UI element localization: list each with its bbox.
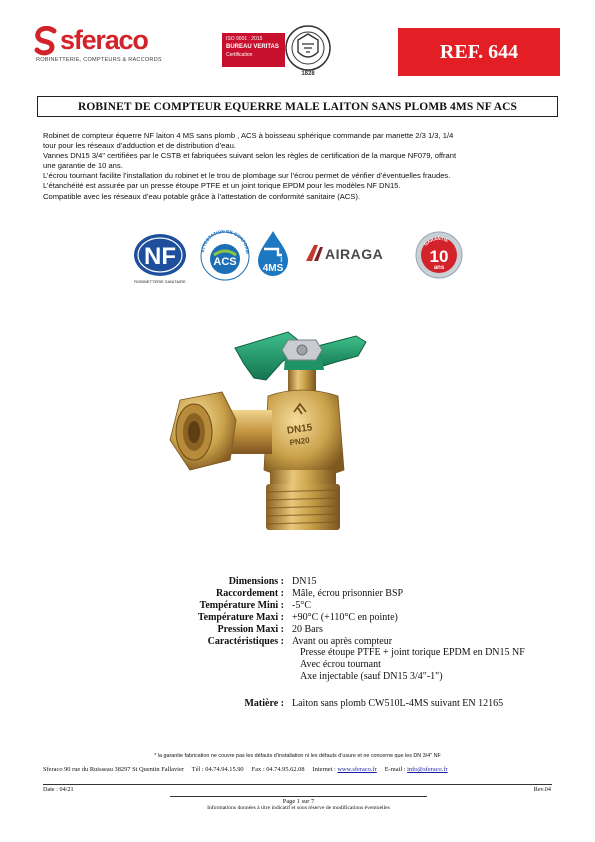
spec-label: Température Mini : — [199, 599, 284, 611]
spec-value: -5°C — [292, 599, 311, 611]
footer-divider — [43, 784, 552, 785]
description-line: L’écrou tournant facilite l’installation du robinet et le trou de plombage sur l’écrou permet de vérifier d’éventuelles fraudes. — [43, 171, 451, 181]
description-line: L’étanchéité est assurée par un presse étoupe PTFE et un joint torique EPDM pour les modèles NF DN15. — [43, 181, 401, 191]
document-date: Date : 04/21 — [43, 786, 74, 793]
spec-label: Caractéristiques : — [207, 635, 284, 647]
page-number: Page 1 sur 7 — [282, 798, 315, 805]
guarantee-ring-text: GARANTIE — [423, 235, 450, 247]
iso-certification-label: Certification — [226, 52, 253, 58]
reference-box — [398, 28, 560, 76]
page-footer — [170, 796, 427, 814]
airaga-logo-icon — [304, 241, 398, 265]
specifications — [120, 576, 580, 710]
certification-logos — [126, 225, 466, 287]
internet-label: Internet : — [312, 766, 336, 773]
spec-label: Pression Maxi : — [217, 623, 284, 635]
spec-value: 20 Bars — [292, 623, 323, 635]
bureau-veritas-seal-icon — [284, 22, 332, 78]
ten-year-guarantee-icon — [414, 227, 464, 283]
description-line: une garantie de 10 ans. — [43, 161, 123, 171]
spec-value: Avec écrou tournant — [300, 659, 381, 671]
iso-certification-badge — [222, 33, 285, 67]
description-line: Robinet de compteur équerre NF laiton 4 MS sans plomb , ACS à boisseau sphérique commande par manette 2/3 1/3, 1/4 — [43, 131, 454, 140]
iso-body: BUREAU VERITAS — [226, 44, 279, 50]
iso-standard: ISO 9001 : 2015 — [226, 36, 263, 42]
sferaco-logo — [34, 24, 184, 70]
company-address: Sferaco 90 rue du Ruisseau 38297 St Quentin Fallavier — [43, 766, 184, 773]
spec-value: Laiton sans plomb CW510L-4MS suivant EN 12165 — [292, 698, 504, 710]
contact-line — [43, 766, 555, 773]
disclaimer: Informations données à titre indicatif et sous réserve de modifications éventuelles — [207, 805, 390, 811]
phone-number: Tél : 04.74.94.15.90 — [191, 766, 244, 773]
acs-label: ACS — [213, 256, 237, 268]
acs-logo-icon — [196, 225, 254, 283]
four-ms-label: 4MS — [262, 263, 284, 274]
email-label: E-mail : — [384, 766, 406, 773]
airaga-label: AIRAGA — [325, 246, 384, 262]
spec-label: Température Maxi : — [197, 611, 284, 623]
guarantee-note: * la garantie fabrication ne couvre pas les défauts d’installation ni les défauts d’usure et ne concerne que les DN 3/4" NF — [154, 753, 441, 759]
spec-value: DN15 — [292, 576, 317, 587]
spec-raccordement — [120, 588, 580, 600]
fax-number: Fax : 04.74.95.62.08 — [251, 766, 305, 773]
product-description — [43, 131, 555, 202]
brand-tagline: ROBINETTERIE, COMPTEURS & RACCORDS — [36, 57, 162, 63]
sferaco-logo-mark-icon — [34, 26, 58, 56]
product-title-box — [37, 96, 558, 117]
spec-value: +90°C (+110°C en pointe) — [292, 611, 398, 623]
description-line: Vannes DN15 3/4" certifiées par le CSTB et fabriquées suivant selon les règles de certification de la marque NF079, offrant — [43, 151, 457, 161]
spec-value: Presse étoupe PTFE + joint torique EPDM en DN15 NF — [300, 647, 525, 659]
spec-temperature-mini — [120, 600, 580, 612]
four-ms-logo-icon — [254, 229, 292, 279]
spec-label: Dimensions : — [228, 576, 284, 587]
spec-pression-maxi — [120, 624, 580, 636]
nf-sub-label: ROBINETTERIE SANITAIRE — [134, 279, 186, 284]
email-link[interactable]: info@sferaco.fr — [407, 766, 448, 773]
spec-value: Mâle, écrou prisonnier BSP — [292, 587, 404, 599]
description-line: tour pour les réseaux d’adduction et de distribution d’eau. — [43, 141, 236, 151]
seal-year: 1828 — [301, 71, 315, 77]
acs-ring-text: ATTESTATION DE CONFORM — [200, 228, 251, 254]
description-line: Compatible avec les réseaux d’eau potable grâce à l’attestation de conformité sanitaire (ACS). — [43, 191, 360, 201]
website-link[interactable]: www.sferaco.fr — [337, 766, 377, 773]
product-title: ROBINET DE COMPTEUR EQUERRE MALE LAITON SANS PLOMB 4MS NF ACS — [77, 100, 518, 113]
guarantee-number: 10 — [429, 247, 449, 266]
spec-matiere — [120, 698, 580, 710]
nf-logo-icon — [130, 233, 190, 285]
guarantee-unit: ans — [433, 265, 445, 271]
nf-label: NF — [144, 243, 176, 270]
reference-number: REF. 644 — [439, 40, 519, 63]
spec-label: Raccordement : — [215, 587, 284, 599]
brand-name: sferaco — [60, 25, 148, 55]
spec-caracteristiques — [120, 636, 580, 648]
spec-label: Matière : — [244, 698, 284, 710]
spec-value: Avant ou après compteur — [292, 635, 393, 647]
document-revision: Rev.04 — [533, 786, 551, 793]
spec-dimensions — [120, 576, 580, 588]
product-marking-bottom: PN20 — [289, 435, 311, 448]
spec-temperature-maxi — [120, 612, 580, 624]
product-marking-top: DN15 — [286, 422, 314, 437]
spec-value: Axe injectable (sauf DN15 3/4"-1") — [300, 671, 443, 683]
product-image — [160, 320, 400, 550]
